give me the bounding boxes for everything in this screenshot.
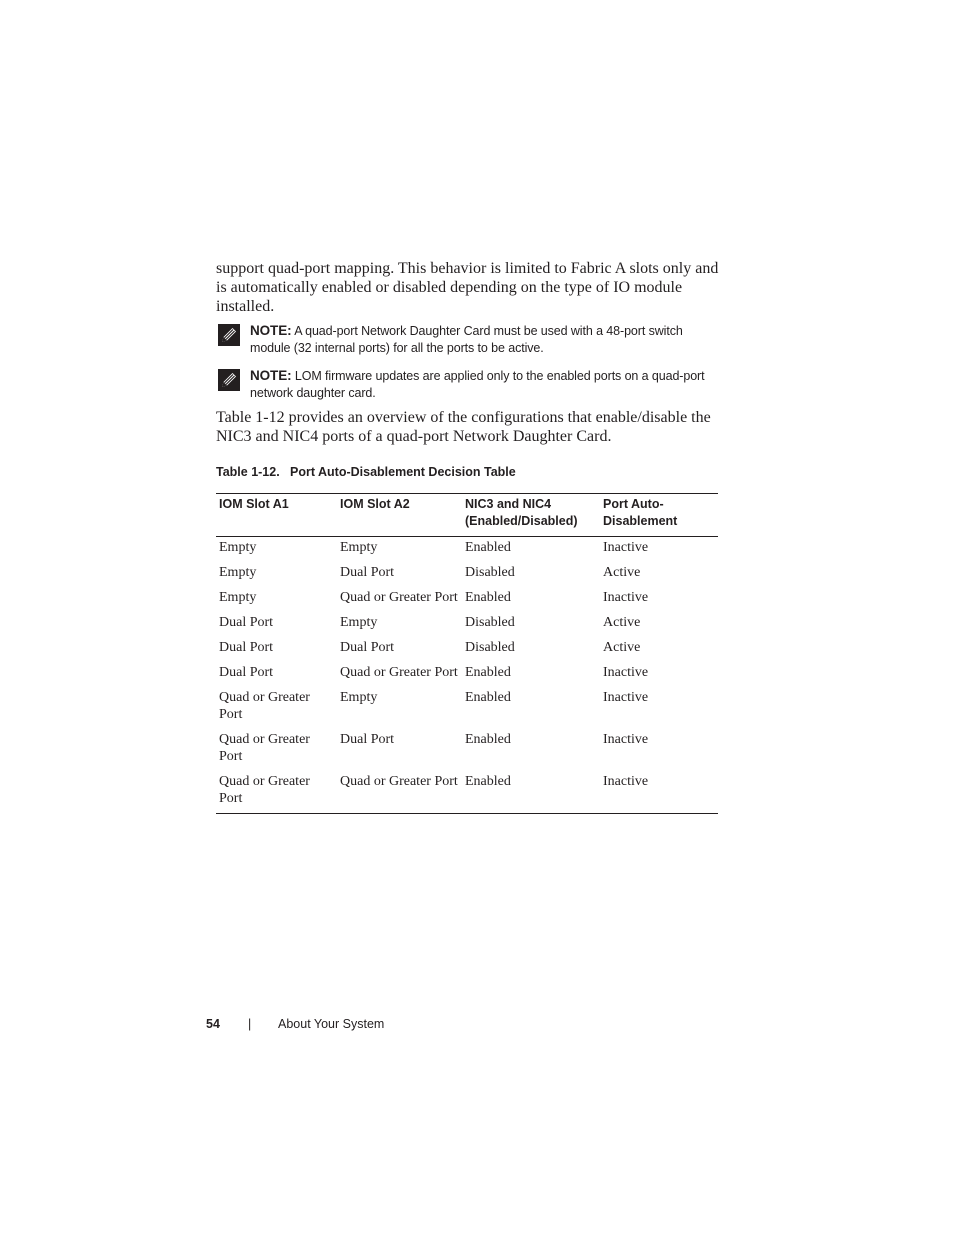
table-row — [216, 537, 718, 563]
table-cell: Disabled — [465, 565, 515, 580]
column-header-nic3-nic4: NIC3 and NIC4 (Enabled/Disabled) — [462, 494, 600, 537]
table-cell: Quad or Greater Port — [219, 774, 310, 806]
table-cell: Disabled — [465, 640, 515, 655]
table-cell: Empty — [219, 565, 257, 580]
table-caption-number: Table 1-12. — [216, 465, 280, 479]
table-cell: Empty — [219, 590, 257, 605]
note-pencil-icon — [218, 324, 240, 346]
column-header-iom-slot-a1: IOM Slot A1 — [216, 494, 337, 537]
table-cell: Inactive — [603, 774, 649, 789]
table-cell: Quad or Greater Port — [340, 665, 458, 680]
table-cell: Active — [603, 565, 641, 580]
table-cell: Quad or Greater Port — [340, 774, 458, 789]
column-header-iom-slot-a2: IOM Slot A2 — [337, 494, 462, 537]
table-row — [216, 662, 718, 687]
table-cell: Inactive — [603, 590, 649, 605]
table-cell: Inactive — [603, 540, 649, 555]
note-body: LOM firmware updates are applied only to the enabled ports on a quad-port network daughter card. — [250, 369, 705, 400]
table-cell: Inactive — [603, 690, 649, 705]
note-label: NOTE: — [250, 323, 292, 338]
table-row — [216, 771, 718, 814]
footer-separator: | — [248, 1017, 252, 1031]
table-cell: Dual Port — [219, 640, 274, 655]
table-row — [216, 687, 718, 729]
table-cell: Dual Port — [340, 732, 395, 747]
note-pencil-icon — [218, 369, 240, 391]
table-cell: Empty — [340, 540, 378, 555]
table-cell: Empty — [340, 615, 378, 630]
page-number: 54 — [206, 1017, 220, 1031]
table-caption — [216, 464, 516, 481]
table-cell: Inactive — [603, 732, 649, 747]
port-auto-disablement-table — [216, 493, 718, 814]
table-row — [216, 562, 718, 587]
table-cell: Active — [603, 615, 641, 630]
table-row — [216, 729, 718, 771]
table-cell: Enabled — [465, 774, 511, 789]
column-header-port-auto-disablement: Port Auto-Disablement — [600, 494, 718, 537]
table-cell: Dual Port — [340, 565, 395, 580]
table-cell: Quad or Greater Port — [219, 732, 310, 764]
note-lom-firmware — [216, 367, 726, 402]
table-cell: Enabled — [465, 690, 511, 705]
table-cell: Empty — [340, 690, 378, 705]
table-cell: Enabled — [465, 732, 511, 747]
table-cell: Dual Port — [219, 665, 274, 680]
table-cell: Disabled — [465, 615, 515, 630]
table-row — [216, 587, 718, 612]
table-cell: Active — [603, 640, 641, 655]
table-cell: Enabled — [465, 665, 511, 680]
table-cell: Enabled — [465, 540, 511, 555]
table-caption-title: Port Auto-Disablement Decision Table — [290, 465, 516, 479]
table-row — [216, 637, 718, 662]
table-cell: Empty — [219, 540, 257, 555]
table-row — [216, 612, 718, 637]
table-cell: Quad or Greater Port — [219, 690, 310, 722]
table-cell: Dual Port — [340, 640, 395, 655]
note-label: NOTE: — [250, 368, 292, 383]
table-cell: Enabled — [465, 590, 511, 605]
table-cell: Inactive — [603, 665, 649, 680]
note-text — [250, 367, 726, 402]
note-quad-port-switch — [216, 322, 726, 357]
footer-section-title: About Your System — [278, 1017, 385, 1031]
table-header-row — [216, 494, 718, 537]
table-cell: Quad or Greater Port — [340, 590, 458, 605]
overview-paragraph: Table 1-12 provides an overview of the configurations that enable/disable the NIC3 and NIC4 ports of a quad-port Network Daughter Card. — [216, 409, 711, 445]
note-body: A quad-port Network Daughter Card must be used with a 48-port switch module (32 internal ports) for all the ports to be active. — [250, 324, 683, 355]
table-cell: Dual Port — [219, 615, 274, 630]
note-text — [250, 322, 726, 357]
intro-paragraph: support quad-port mapping. This behavior is limited to Fabric A slots only and is automatically enabled or disabled depending on the type of IO module installed. — [216, 260, 719, 315]
